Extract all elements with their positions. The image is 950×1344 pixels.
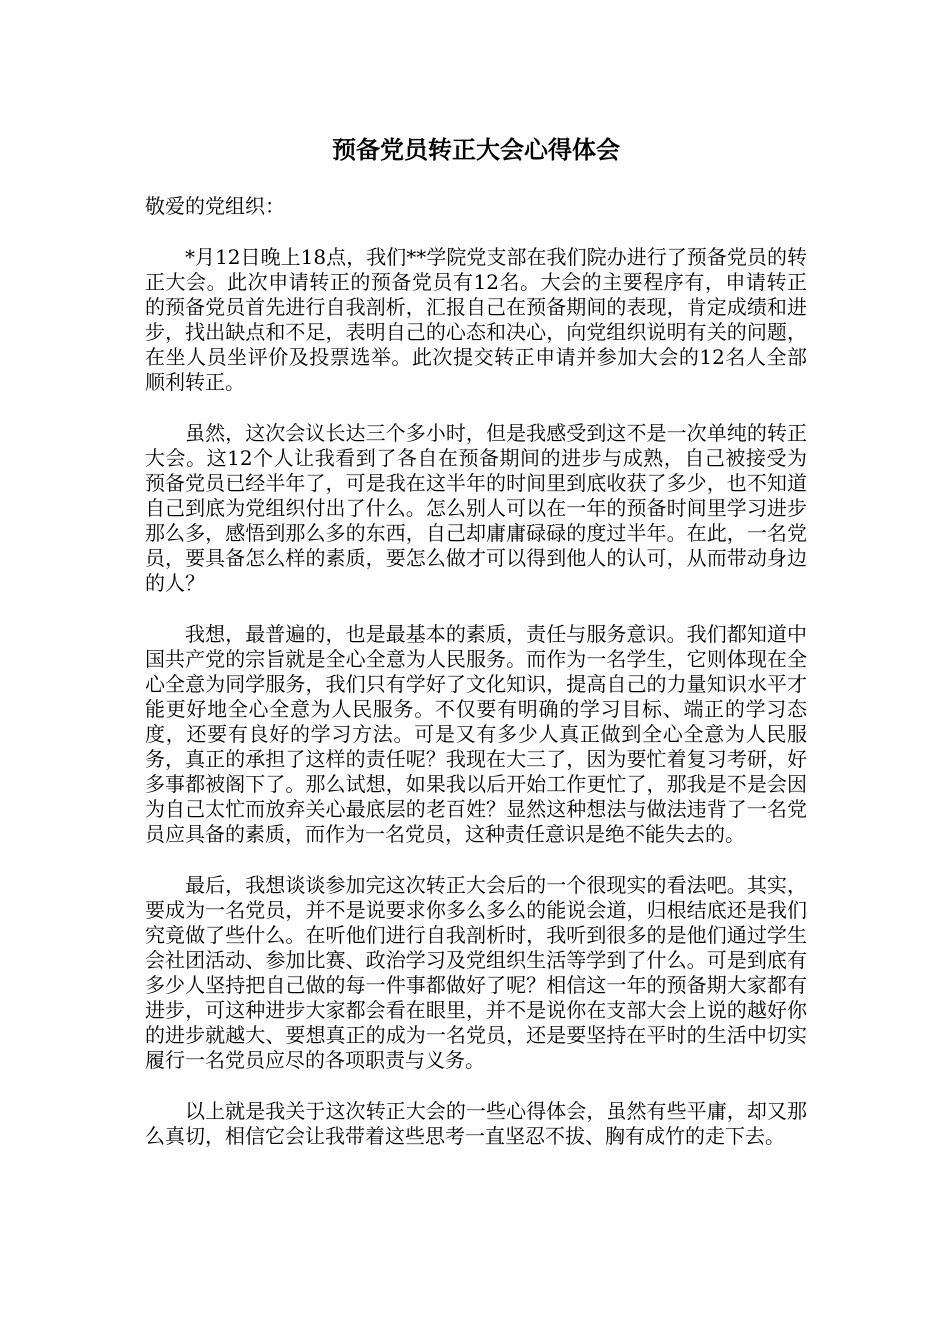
paragraph-2: 虽然，这次会议长达三个多小时，但是我感受到这不是一次单纯的转正大会。这12个人让我看到了各自在预备期间的进步与成熟，自己被接受为预备党员已经半年了，可是我在这半年的时间里到底收获了多少，也不知道自己到底为党组织付出了什么。怎么别人可以在一年的预备时间里学习进步那么多，感悟到那么多的东西，自己却庸庸碌碌的度过半年。在此，一名党员，要具备怎么样的素质，要怎么做才可以得到他人的认可，从而带动身边的人？ <box>145 421 807 595</box>
document-title: 预备党员转正大会心得体会 <box>332 135 620 164</box>
paragraph-3: 我想，最普遍的，也是最基本的素质，责任与服务意识。我们都知道中国共产党的宗旨就是全心全意为人民服务。而作为一名学生，它则体现在全心全意为同学服务，我们只有学好了文化知识，提高自己的力量知识水平才能更好地全心全意为人民服务。不仅要有明确的学习目标、端正的学习态度，还要有良好的学习方法。可是又有多少人真正做到全心全意为人民服务，真正的承担了这样的责任呢？我现在大三了，因为要忙着复习考研，好多事都被阁下了。那么试想，如果我以后开始工作更忙了，那我是不是会因为自己太忙而放弃关心最底层的老百姓？显然这种想法与做法违背了一名党员应具备的素质，而作为一名党员，这种责任意识是绝不能失去的。 <box>145 622 807 846</box>
document-page <box>145 132 807 1175</box>
paragraph-5: 以上就是我关于这次转正大会的一些心得体会，虽然有些平庸，却又那么真切，相信它会让我带着这些思考一直坚忍不拔、胸有成竹的走下去。 <box>145 1099 807 1148</box>
paragraph-1: *月12日晚上18点，我们**学院党支部在我们院办进行了预备党员的转正大会。此次申请转正的预备党员有12名。大会的主要程序有，申请转正的预备党员首先进行自我剖析，汇报自己在预备期间的表现，肯定成绩和进步，找出缺点和不足，表明自己的心态和决心，向党组织说明有关的问题，在坐人员坐评价及投票选举。此次提交转正申请并参加大会的12名人全部顺利转正。 <box>145 245 807 394</box>
salutation: 敬爱的党组织： <box>145 194 285 218</box>
paragraph-4: 最后，我想谈谈参加完这次转正大会后的一个很现实的看法吧。其实，要成为一名党员，并不是说要求你多么多么的能说会道，归根结底还是我们究竟做了些什么。在听他们进行自我剖析时，我听到很多的是他们通过学生会社团活动、参加比赛、政治学习及党组织生活等学到了什么。可是到底有多少人坚持把自己做的每一件事都做好了呢？相信这一年的预备期大家都有进步，可这种进步大家都会看在眼里，并不是说你在支部大会上说的越好你的进步就越大、要想真正的成为一名党员，还是要坚持在平时的生活中切实履行一名党员应尽的各项职责与义务。 <box>145 873 807 1072</box>
